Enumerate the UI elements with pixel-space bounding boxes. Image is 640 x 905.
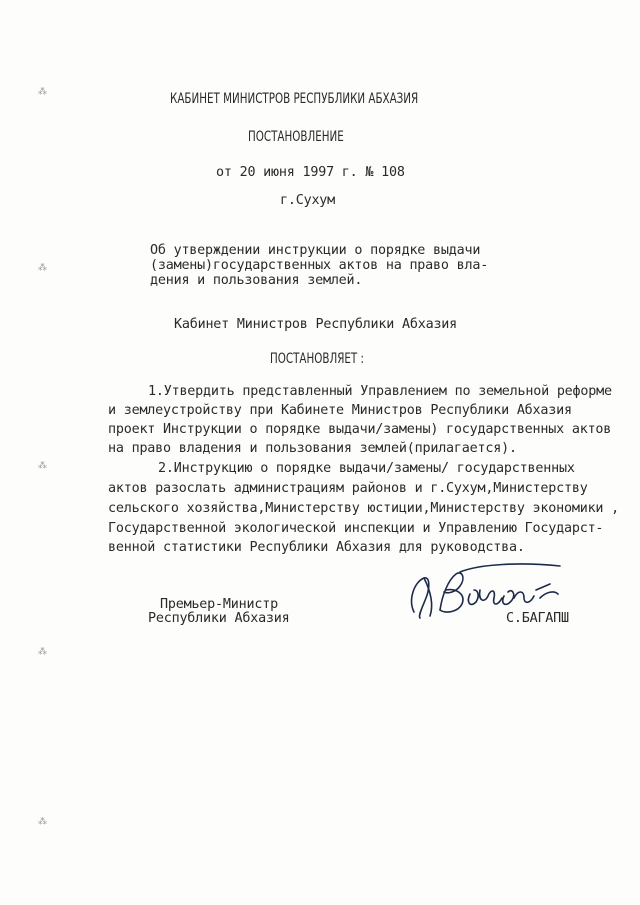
signatory-position: Премьер-Министр — [160, 597, 278, 612]
handwritten-signature — [400, 560, 600, 630]
paragraph-1-line: и землеустройству при Кабинете Министров Республики Абхазия — [108, 403, 572, 418]
paragraph-1-line: 1.Утвердить представленный Управлением по земельной реформе — [148, 384, 612, 399]
paragraph-2-line: актов разослать администрациям районов и г.Сухум,Министерству — [108, 481, 588, 496]
paragraph-1-line: на право владения и пользования землей(прилагается). — [108, 441, 517, 456]
paragraph-2-line: венной статистики Республики Абхазия для руководства. — [108, 540, 525, 555]
subject-line: Об утверждении инструкции о порядке выдачи — [150, 243, 481, 258]
margin-mark: ⁂ — [38, 817, 47, 827]
paragraph-2-line: 2.Инструкцию о порядке выдачи/замены/ государственных — [158, 461, 575, 476]
document-date-number: от 20 июня 1997 г. № 108 — [216, 165, 405, 180]
subject-line: дения и пользования землей. — [150, 273, 363, 288]
cabinet-title: КАБИНЕТ МИНИСТРОВ РЕСПУБЛИКИ АБХАЗИЯ — [170, 91, 419, 107]
margin-mark: ⁂ — [38, 461, 47, 471]
signatory-name: С.БАГАПШ — [506, 611, 569, 626]
signatory-position: Республики Абхазия — [148, 611, 290, 626]
issuing-body: Кабинет Министров Республики Абхазия — [174, 317, 458, 332]
margin-mark: ⁂ — [38, 87, 47, 97]
decides-heading: ПОСТАНОВЛЯЕТ : — [270, 351, 365, 367]
margin-mark: ⁂ — [38, 647, 47, 657]
paragraph-2-line: сельского хозяйства,Министерству юстиции,Министерству экономики , — [108, 501, 620, 516]
margin-mark: ⁂ — [38, 263, 47, 273]
document-type: ПОСТАНОВЛЕНИЕ — [248, 129, 344, 145]
document-city: г.Сухум — [280, 193, 336, 208]
paragraph-2-line: Государственной экологической инспекции и Управлению Государст- — [108, 521, 604, 536]
paragraph-1-line: проект Инструкции о порядке выдачи/замены) государственных актов — [108, 422, 612, 437]
subject-line: (замены)государственных актов на право вла- — [150, 258, 489, 273]
